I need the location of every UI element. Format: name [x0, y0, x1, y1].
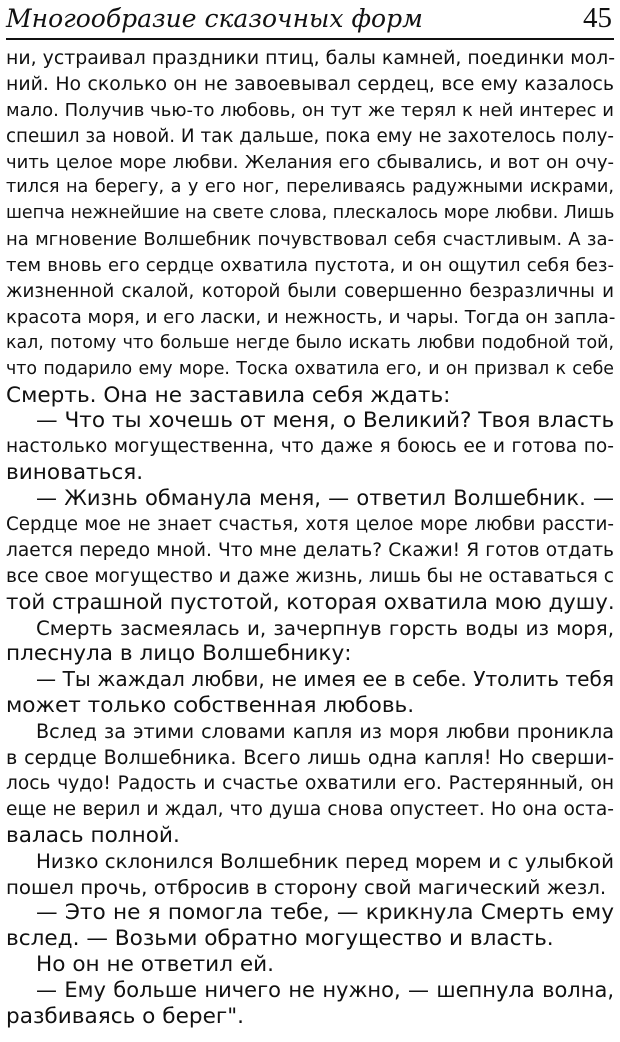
text-line: — Что ты хочешь от меня, о Великий? Твоя власть: [36, 408, 615, 434]
text-line: ни, устраивал праздники птиц, балы камней, поединки мол-: [6, 47, 616, 69]
book-page: [6, 0, 614, 1042]
text-line: валась полной.: [6, 822, 180, 848]
text-line: еще не верил и ждал, что душа снова опустеет. Но она оста-: [6, 798, 614, 820]
text-line: настолько могущественна, что даже я боюсь ее и готова по-: [6, 436, 614, 458]
text-line: тем вновь его сердце охватила пустота, и он ощутил себя без-: [6, 255, 614, 277]
text-line: разбиваясь о берег".: [6, 1003, 244, 1029]
text-line: шепча нежнейшие на свете слова, плескалось море любви. Лишь: [6, 203, 615, 224]
text-line: в сердце Волшебника. Всего лишь одна капля! Но сверши-: [6, 746, 614, 770]
text-line: чить целое море любви. Желания его сбывались, и вот он очу-: [6, 151, 614, 173]
text-line: виноваться.: [6, 460, 144, 486]
body-text: [6, 46, 614, 1030]
text-line: — Ему больше ничего не нужно, — шепнула волна,: [36, 978, 614, 1003]
text-line: кал, потому что больше негде было искать любви подобной той,: [6, 332, 614, 353]
text-line: Вслед за этими словами капля из моря любви проникла: [36, 720, 614, 744]
text-line: плеснула в лицо Волшебнику:: [6, 641, 352, 667]
text-line: жизненной скалой, которой были совершенно безразличны и: [6, 281, 614, 303]
text-line: Смерть. Она не заставила себя ждать:: [6, 382, 451, 408]
text-line: лось чудо! Радость и счастье охватили его. Растерянный, он: [6, 772, 614, 794]
text-line: мало. Получив чью-то любовь, он тут же терял к ней интерес и: [6, 99, 614, 121]
text-line: Низко склонился Волшебник перед морем и с улыбкой: [36, 849, 614, 873]
text-line: может только собственная любовь.: [6, 693, 415, 719]
text-line: — Это не я помогла тебе, — крикнула Смерть ему: [36, 900, 614, 926]
text-line: лается передо мной. Что мне делать? Скажи! Я готов отдать: [6, 539, 614, 561]
text-line: Но он не ответил ей.: [36, 952, 275, 978]
text-line: что подарило ему море. Тоска охватила его, и он призвал к себе: [6, 358, 614, 379]
text-line: — Ты жаждал любви, не имея ее в себе. Утолить тебя: [36, 667, 614, 692]
text-line: ний. Но сколько он не завоевывал сердец, все ему казалось: [6, 72, 614, 95]
text-line: Сердце мое не знает счастья, хотя целое море любви рассти-: [6, 514, 614, 536]
text-line: — Жизнь обманула меня, — ответил Волшебник. —: [36, 486, 614, 511]
running-title: Многообразие сказочных форм: [6, 4, 423, 33]
running-header: [6, 0, 614, 40]
text-line: красота моря, и его ласки, и нежность, и чары. Тогда он запла-: [6, 306, 616, 328]
text-line: пошел прочь, отбросив в сторону свой магический жезл.: [6, 875, 607, 899]
text-line: вслед. — Возьми обратно могущество и власть.: [6, 926, 554, 952]
text-line: Смерть засмеялась и, зачерпнув горсть воды из моря,: [36, 616, 614, 640]
text-line: на мгновение Волшебник почувствовал себя счастливым. А за-: [6, 229, 614, 251]
text-line: все свое могущество и даже жизнь, лишь бы не оставаться с: [6, 565, 614, 587]
text-line: тился на берегу, а у его ног, переливаясь радужными искрами,: [6, 177, 614, 198]
text-line: спешил за новой. И так дальше, пока ему не захотелось полу-: [6, 125, 614, 147]
text-line: той страшной пустотой, которая охватила мою душу.: [6, 589, 615, 615]
page-number: 45: [583, 2, 612, 34]
